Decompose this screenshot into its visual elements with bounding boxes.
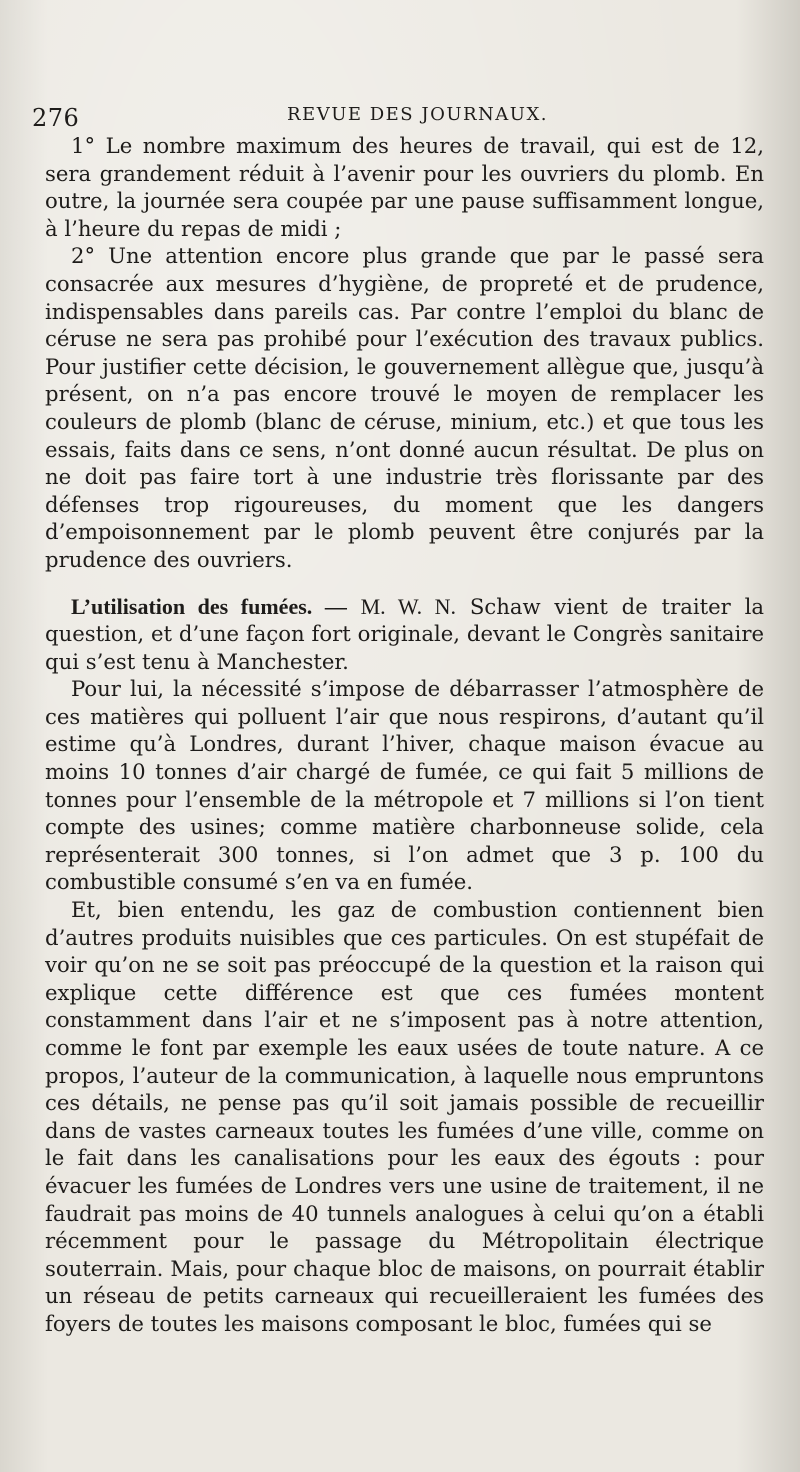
section-spacer — [45, 574, 764, 593]
section-intro-text: Schaw vient de traiter la question, et d’une façon fort originale, devant le Congrès sanitaire qui s’est tenu à Manchester. — [45, 593, 764, 674]
section-paragraph-1: Pour lui, la nécessité s’impose de débarrasser l’atmosphère de ces matières qui polluent l’air que nous respirons, d’autant qu’il estime qu’à Londres, durant l’hiver, chaque maison évacue au moins 10 tonnes d’air chargé de fumée, ce qui fait 5 millions de tonnes pour l’ensemble de la métropole et 7 millions si l’on tient compte des usines; comme matière charbonneuse solide, cela représenterait 300 tonnes, si l’on admet que 3 p. 100 du combustible consumé s’en va en fumée. — [45, 676, 764, 895]
section-title: L’utilisation des fumées. — — [71, 593, 347, 619]
paragraph-point-1: 1° Le nombre maximum des heures de travail, qui est de 12, sera grandement réduit à l’avenir pour les ouvriers du plomb. En outre, la journée sera coupée par une pause suffisamment longue, à l’heure du repas de midi ; — [45, 133, 764, 241]
section-intro-paragraph — [45, 593, 764, 676]
page-header — [32, 100, 764, 132]
section-author: M. W. N. — [360, 593, 457, 619]
section-paragraph-2: Et, bien entendu, les gaz de combustion contiennent bien d’autres produits nuisibles que ces particules. On est stupéfait de voir qu’on ne se soit pas préoccupé de la question et la raison qui explique cette différence est que ces fumées montent constamment dans l’air et ne s’imposent pas à notre attention, comme le font par exemple les eaux usées de toute nature. A ce propos, l’auteur de la communication, à laquelle nous empruntons ces détails, ne pense pas qu’il soit jamais possible de recueillir dans de vastes carneaux toutes les fumées d’une ville, comme on le fait dans les canalisations pour les eaux des égouts : pour évacuer les fumées de Londres vers une usine de traitement, il ne faudrait pas moins de 40 tunnels analogues à celui qu’on a établi récemment pour le passage du Métropolitain électrique souterrain. Mais, pour chaque bloc de maisons, on pourrait établir un réseau de petits carneaux qui recueilleraient les fumées des foyers de toutes les maisons composant le bloc, fumées qui se — [45, 897, 764, 1336]
running-title: REVUE DES JOURNAUX. — [287, 104, 548, 125]
page-number: 276 — [32, 104, 80, 132]
article-body — [45, 132, 764, 1338]
paragraph-point-2: 2° Une attention encore plus grande que par le passé sera consacrée aux mesures d’hygiène, de propreté et de prudence, indispensables dans pareils cas. Par contre l’emploi du blanc de céruse ne sera pas prohibé pour l’exécution des travaux publics. Pour justifier cette décision, le gouvernement allègue que, jusqu’à présent, on n’a pas encore trouvé le moyen de remplacer les couleurs de plomb (blanc de céruse, minium, etc.) et que tous les essais, faits dans ce sens, n’ont donné aucun résultat. De plus on ne doit pas faire tort à une industrie très florissante par des défenses trop rigoureuses, du moment que les dangers d’empoisonnement par le plomb peuvent être conjurés par la prudence des ouvriers. — [45, 243, 764, 572]
